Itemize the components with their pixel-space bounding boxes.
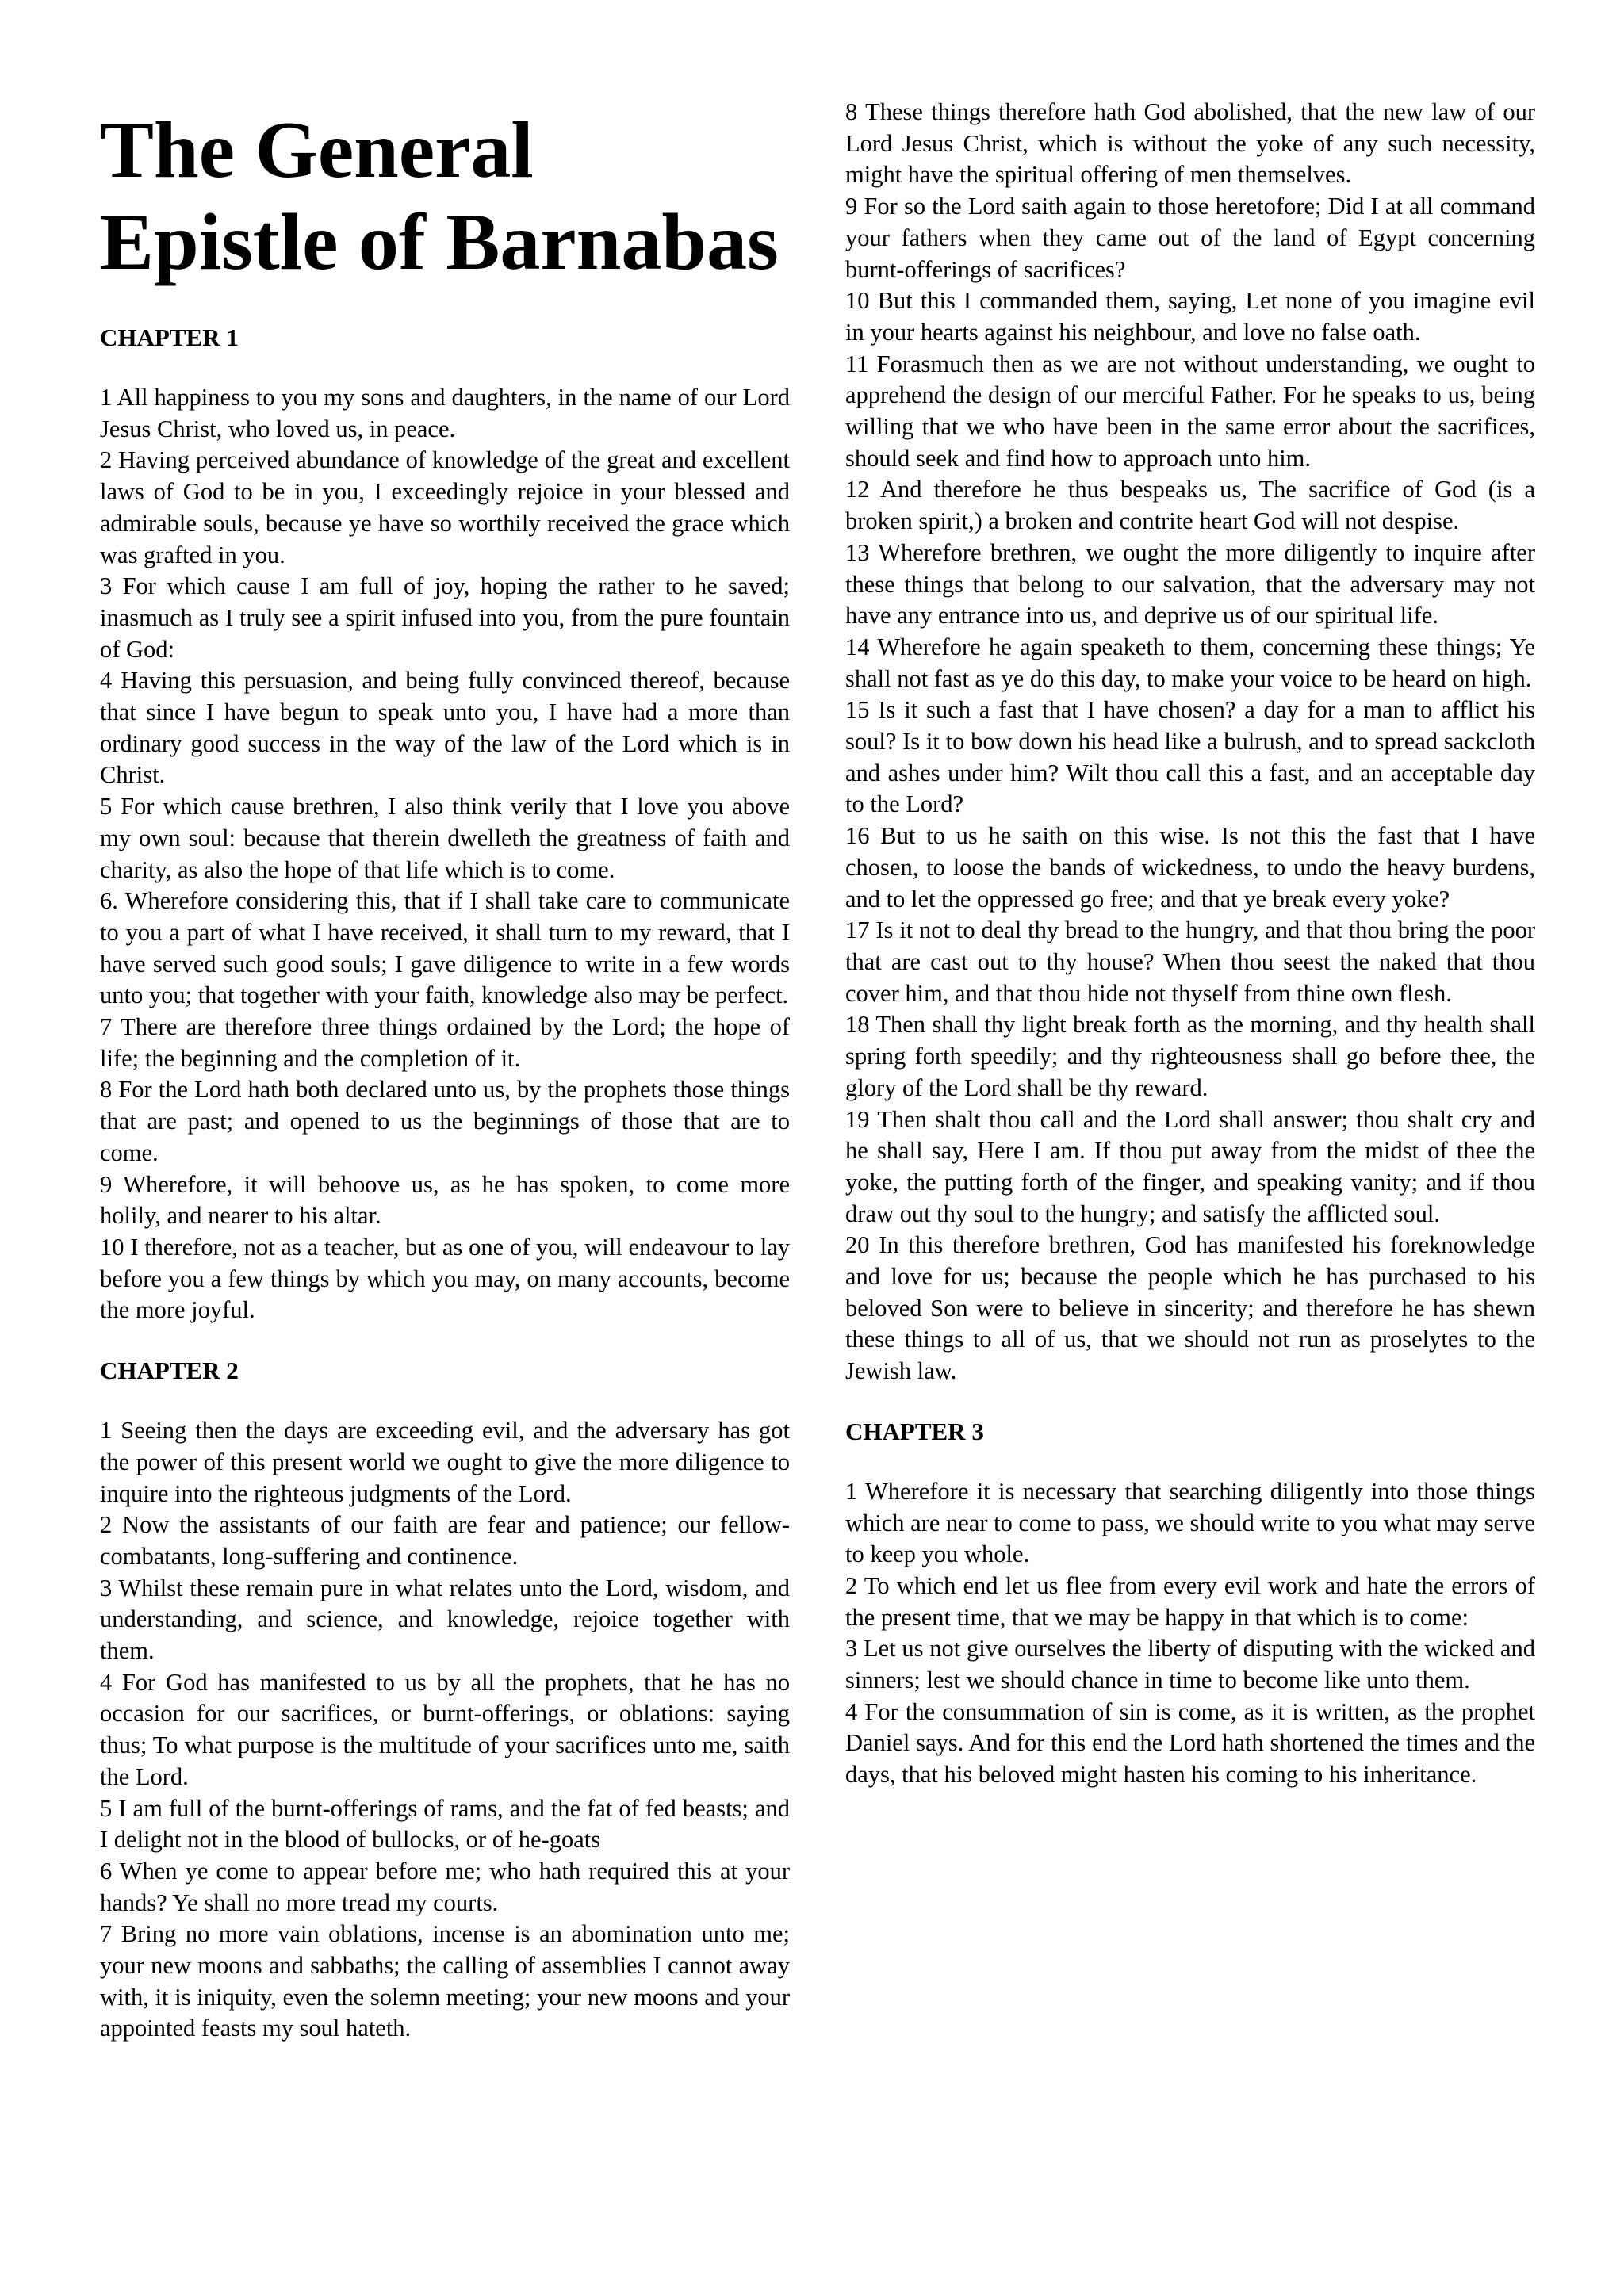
verse: 7 There are therefore three things ordained by the Lord; the hope of life; the beginning and the completion of it. xyxy=(100,1013,790,1072)
chapter-heading: CHAPTER 3 xyxy=(845,1417,984,1445)
verse: 4 For God has manifested to us by all the prophets, that he has no occasion for our sacrifices, or burnt-offerings, or oblations: saying thus; To what purpose is the multitude of your sacrifices unto me, saith the Lord. xyxy=(100,1668,790,1790)
verse: 6. Wherefore considering this, that if I shall take care to communicate to you a part of what I have received, it shall turn to my reward, that I have served such good souls; I gave diligence to write in a few words unto you; that together with your faith, knowledge also may be perfect. xyxy=(100,887,790,1009)
verse: 11 Forasmuch then as we are not without understanding, we ought to apprehend the design of our merciful Father. For he speaks to us, being willing that we who have been in the same error about the sacrifices, should seek and find how to approach unto him. xyxy=(845,350,1535,472)
verse: 4 Having this persuasion, and being fully convinced thereof, because that since I have begun to speak unto you, I have had a more than ordinary good success in the way of the law of the Lord which is in Christ. xyxy=(100,667,790,789)
verse: 13 Wherefore brethren, we ought the more diligently to inquire after these things that belong to our salvation, that the adversary may not have any entrance into us, and deprive us of our spiritual life. xyxy=(845,538,1535,629)
verse: 3 Let us not give ourselves the liberty of disputing with the wicked and sinners; lest we should chance in time to become like unto them. xyxy=(845,1635,1535,1694)
chapter-section xyxy=(100,1355,790,2045)
verse: 4 For the consummation of sin is come, as it is written, as the prophet Daniel says. And for this end the Lord hath shortened the times and the days, that his beloved might hasten his coming to his inheritance. xyxy=(845,1697,1535,1789)
verse: 3 For which cause I am full of joy, hoping the rather to he saved; inasmuch as I truly see a spirit infused into you, from the pure fountain of God: xyxy=(100,572,790,663)
right-column xyxy=(845,97,1535,1820)
verse: 19 Then shalt thou call and the Lord shall answer; thou shalt cry and he shall say, Here I am. If thou put away from the midst of thee the yoke, the putting forth of the finger, and speaking vanity; and if thou draw out thy soul to the hungry; and satisfy the afflicted soul. xyxy=(845,1105,1535,1227)
verse: 9 Wherefore, it will behoove us, as he has spoken, to come more holily, and nearer to his altar. xyxy=(100,1170,790,1230)
verse: 2 To which end let us flee from every evil work and hate the errors of the present time, that we may be happy in that which is to come: xyxy=(845,1571,1535,1631)
verse: 17 Is it not to deal thy bread to the hungry, and that thou bring the poor that are cast out to thy house? When thou seest the naked that thou cover him, and that thou hide not thyself from thine own flesh. xyxy=(845,916,1535,1007)
chapter-section xyxy=(845,97,1535,1387)
verse: 1 All happiness to you my sons and daughters, in the name of our Lord Jesus Christ, who loved us, in peace. xyxy=(100,384,790,442)
chapter-section xyxy=(100,322,790,1326)
verse: 12 And therefore he thus bespeaks us, The sacrifice of God (is a broken spirit,) a broken and contrite heart God will not despise. xyxy=(845,476,1535,535)
right-column-content xyxy=(845,97,1535,1791)
verse: 20 In this therefore brethren, God has manifested his foreknowledge and love for us; because the people which he has purchased to his beloved Son were to believe in sincerity; and therefore he has shewn these things to all of us, that we should not run as proselytes to the Jewish law. xyxy=(845,1231,1535,1385)
verse: 10 I therefore, not as a teacher, but as one of you, will endeavour to lay before you a few things by which you may, on many accounts, become the more joyful. xyxy=(100,1233,790,1324)
verse: 1 Seeing then the days are exceeding evil, and the adversary has got the power of this present world we ought to give the more diligence to inquire into the righteous judgments of the Lord. xyxy=(100,1417,790,1507)
chapter-heading: CHAPTER 2 xyxy=(100,1357,239,1385)
verse: 2 Having perceived abundance of knowledge of the great and excellent laws of God to be in you, I exceedingly rejoice in your blessed and admirable souls, because ye have so worthily received the grace which was grafted in you. xyxy=(100,446,790,568)
left-column xyxy=(100,105,790,2073)
verse: 6 When ye come to appear before me; who hath required this at your hands? Ye shall no more tread my courts. xyxy=(100,1857,790,1916)
verse: 5 I am full of the burnt-offerings of rams, and the fat of fed beasts; and I delight not in the blood of bullocks, or of he-goats xyxy=(100,1794,790,1854)
verse: 8 These things therefore hath God abolished, that the new law of our Lord Jesus Christ, which is without the yoke of any such necessity, might have the spiritual offering of men themselves. xyxy=(845,98,1535,189)
left-column-content xyxy=(100,322,790,2045)
verse: 16 But to us he saith on this wise. Is not this the fast that I have chosen, to loose the bands of wickedness, to undo the heavy burdens, and to let the oppressed go free; and that ye break every yoke? xyxy=(845,822,1535,913)
verse: 5 For which cause brethren, I also think verily that I love you above my own soul: because that therein dwelleth the greatness of faith and charity, as also the hope of that life which is to come. xyxy=(100,793,790,883)
verse: 7 Bring no more vain oblations, incense is an abomination unto me; your new moons and sabbaths; the calling of assemblies I cannot away with, it is iniquity, even the solemn meeting; your new moons and your appointed feasts my soul hateth. xyxy=(100,1920,790,2042)
verse: 18 Then shall thy light break forth as the morning, and thy health shall spring forth speedily; and thy righteousness shall go before thee, the glory of the Lord shall be thy reward. xyxy=(845,1011,1535,1101)
verse: 15 Is it such a fast that I have chosen? a day for a man to afflict his soul? Is it to bow down his head like a bulrush, and to spread sackcloth and ashes under him? Wilt thou call this a fast, and an acceptable day to the Lord? xyxy=(845,696,1535,818)
verse: 1 Wherefore it is necessary that searching diligently into those things which are near to come to pass, we should write to you what may serve to keep you whole. xyxy=(845,1477,1535,1568)
verse: 9 For so the Lord saith again to those heretofore; Did I at all command your fathers when they came out of the land of Egypt concerning burnt-offerings of sacrifices? xyxy=(845,193,1535,283)
chapter-section xyxy=(845,1416,1535,1791)
verse: 14 Wherefore he again speaketh to them, concerning these things; Ye shall not fast as ye do this day, to make your voice to be heard on high. xyxy=(845,633,1535,692)
document-title: The General Epistle of Barnabas xyxy=(100,105,779,287)
verse: 2 Now the assistants of our faith are fear and patience; our fellow-combatants, long-suffering and continence. xyxy=(100,1511,790,1570)
verse: 10 But this I commanded them, saying, Let none of you imagine evil in your hearts against his neighbour, and love no false oath. xyxy=(845,287,1535,346)
verse: 3 Whilst these remain pure in what relates unto the Lord, wisdom, and understanding, and science, and knowledge, rejoice together with them. xyxy=(100,1574,790,1665)
verse: 8 For the Lord hath both declared unto us, by the prophets those things that are past; and opened to us the beginnings of those that are to come. xyxy=(100,1076,790,1166)
chapter-heading: CHAPTER 1 xyxy=(100,323,239,351)
